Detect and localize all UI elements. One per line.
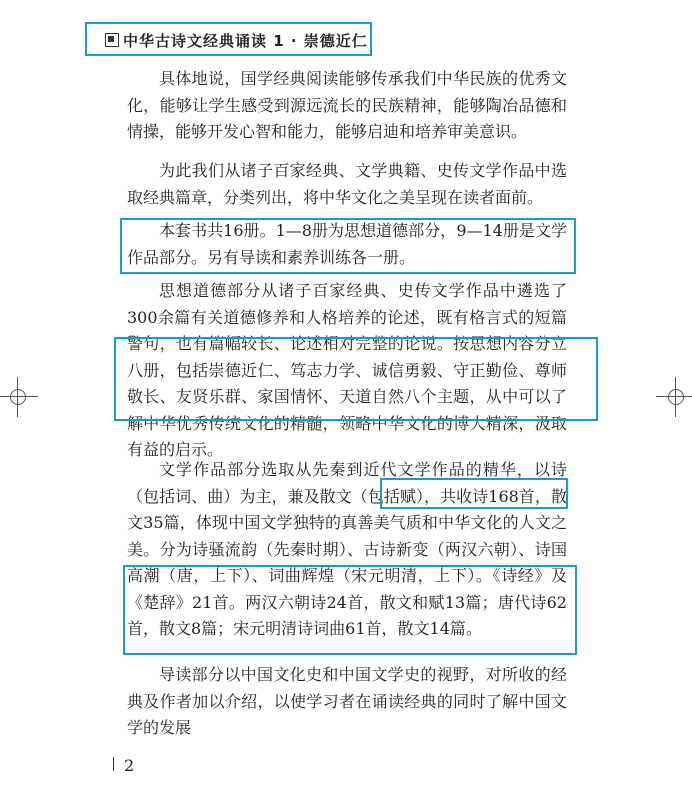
paragraph-4: 思想道德部分从诸子百家经典、史传文学作品中遴选了300余篇有关道德修养和人格培养的论述，既有格言式的短篇警句，也有篇幅较长、论述相对完整的论说。按思想内容分立八册，包括崇德近仁、笃志力学、诚信勇毅、守正勤俭、尊师敬长、友贤乐群、家国情怀、天道自然八个主题，从中可以了解中华优秀传统文化的精髓，领略中华文化的博大精深，汲取有益的启示。	[127, 281, 567, 459]
paragraph-6: 导读部分以中国文化史和中国文学史的视野，对所收的经典及作者加以介绍，以使学习者在诵读经典的同时了解中国文学的发展	[127, 665, 567, 737]
registration-mark-right	[656, 377, 692, 417]
highlight-frame-period-counts	[123, 565, 577, 655]
paragraph-3: 本套书共16册。1—8册为思想道德部分，9—14册是文学作品部分。另有导读和素养训练各一册。	[127, 221, 567, 267]
paragraph-5: 文学作品部分选取从先秦到近代文学作品的精华，以诗（包括词、曲）为主，兼及散文（包括赋），共收诗168首，散文35篇，体现中国文学独特的真善美气质和中华文化的人文之美。分为诗骚流韵（先秦时期）、古诗新变（两汉六朝）、诗国高潮（唐，上下）、词曲辉煌（宋元明清，上下）。《诗经》及《楚辞》21首。两汉六朝诗24首，散文和赋13篇；唐代诗62首，散文8篇；宋元明清诗词曲61首，散文14篇。	[127, 460, 567, 638]
highlight-frame-themes	[114, 337, 598, 421]
folio-rule	[113, 757, 114, 771]
paragraph-1: 具体地说，国学经典阅读能够传承我们中华民族的优秀文化，能够让学生感受到源远流长的民族精神，能够陶冶品德和情操，能够开发心智和能力，能够启迪和培养审美意识。	[127, 69, 567, 141]
registration-mark-left	[0, 377, 38, 417]
highlight-frame-poem-count	[380, 478, 568, 509]
running-header	[105, 30, 368, 51]
page-number: 2	[124, 756, 135, 775]
paragraph-2: 为此我们从诸子百家经典、文学典籍、史传文学作品中选取经典篇章，分类列出，将中华文化之美呈现在读者面前。	[127, 161, 567, 207]
book-mark-icon	[105, 33, 119, 47]
header-title: 中华古诗文经典诵读 1 · 崇德近仁	[123, 32, 368, 50]
highlight-frame-volumes	[120, 218, 576, 274]
